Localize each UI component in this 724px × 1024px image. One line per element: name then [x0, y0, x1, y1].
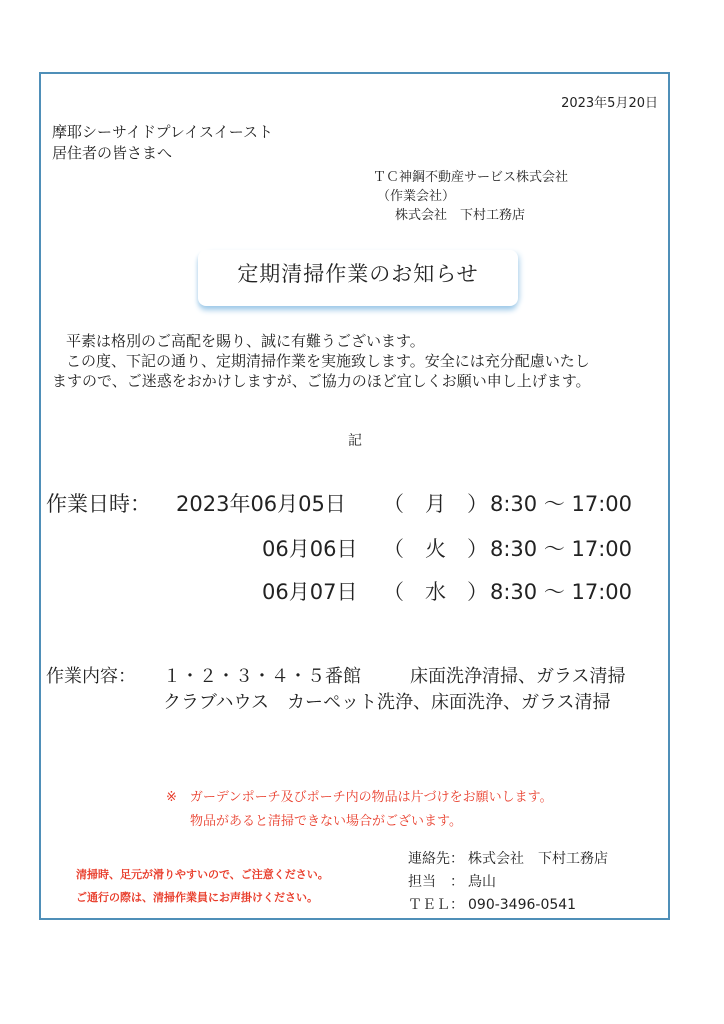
contact-phone-label: ＴＥＬ： [408, 897, 464, 913]
schedule-time-1: 8:30 ～ 17:00 [490, 492, 633, 516]
schedule-time-3: 8:30 ～ 17:00 [490, 580, 633, 604]
schedule-date-1: 2023年06月05日 [176, 492, 346, 516]
page-title: 定期清掃作業のお知らせ [237, 262, 479, 286]
ki-heading: 記 [348, 433, 362, 449]
warning-line-1: 清掃時、足元が滑りやすいので、ご注意ください。 [76, 868, 329, 881]
sender-worker-label: （作業会社） [377, 189, 456, 204]
work-content-clubhouse: クラブハウス カーペット洗浄、床面洗浄、ガラス清掃 [163, 692, 611, 713]
schedule-weekday-1: （ 月 ） [383, 492, 488, 516]
body-paragraph-2-line-1: この度、下記の通り、定期清掃作業を実施致します。安全には充分配慮いたし [66, 352, 590, 370]
body-text [52, 331, 662, 391]
schedule-date-2: 06月06日 [262, 537, 358, 561]
recipient-building: 摩耶シーサイドプレイスイースト [52, 123, 273, 141]
schedule-label: 作業日時： [46, 492, 151, 516]
notice-line-2: 物品があると清掃できない場合がございます。 [190, 814, 462, 829]
recipient-residents: 居住者の皆さまへ [52, 144, 173, 162]
contact-row-company [408, 848, 608, 871]
body-paragraph-2-line-2: ますので、ご迷惑をおかけしますが、ご協力のほど宜しくお願い申し上げます。 [52, 372, 591, 390]
schedule-time-2: 8:30 ～ 17:00 [490, 537, 633, 561]
contact-row-phone [408, 894, 608, 917]
sender-worker-company: 株式会社 下村工務店 [395, 208, 526, 223]
work-content-building-tasks: 床面洗浄清掃、ガラス清掃 [410, 666, 626, 687]
contact-person: 鳥山 [468, 874, 496, 890]
schedule-date-3: 06月07日 [262, 580, 358, 604]
contact-row-person [408, 871, 608, 894]
contact-label: 連絡先： [408, 851, 464, 867]
work-content-buildings: １・２・３・４・５番館 [163, 666, 361, 687]
notice-line-1: ※ ガーデンポーチ及びポーチ内の物品は片づけをお願いします。 [166, 790, 553, 805]
issue-date: 2023年5月20日 [561, 96, 658, 111]
sender-company: ＴＣ神鋼不動産サービス株式会社 [373, 170, 569, 185]
sender-block [373, 168, 568, 225]
warning-line-2: ご通行の際は、清掃作業員にお声掛けください。 [76, 891, 318, 904]
contact-phone: 090-3496-0541 [468, 897, 577, 913]
contact-block [408, 848, 608, 917]
work-content-label: 作業内容： [46, 666, 136, 687]
contact-person-label: 担当 ： [408, 874, 464, 890]
schedule-weekday-2: （ 火 ） [383, 537, 488, 561]
title-box [198, 250, 518, 306]
recipient-block [52, 122, 273, 164]
body-paragraph-1: 平素は格別のご高配を賜り、誠に有難うございます。 [66, 332, 425, 350]
schedule-weekday-3: （ 水 ） [383, 580, 488, 604]
contact-company: 株式会社 下村工務店 [468, 851, 608, 867]
